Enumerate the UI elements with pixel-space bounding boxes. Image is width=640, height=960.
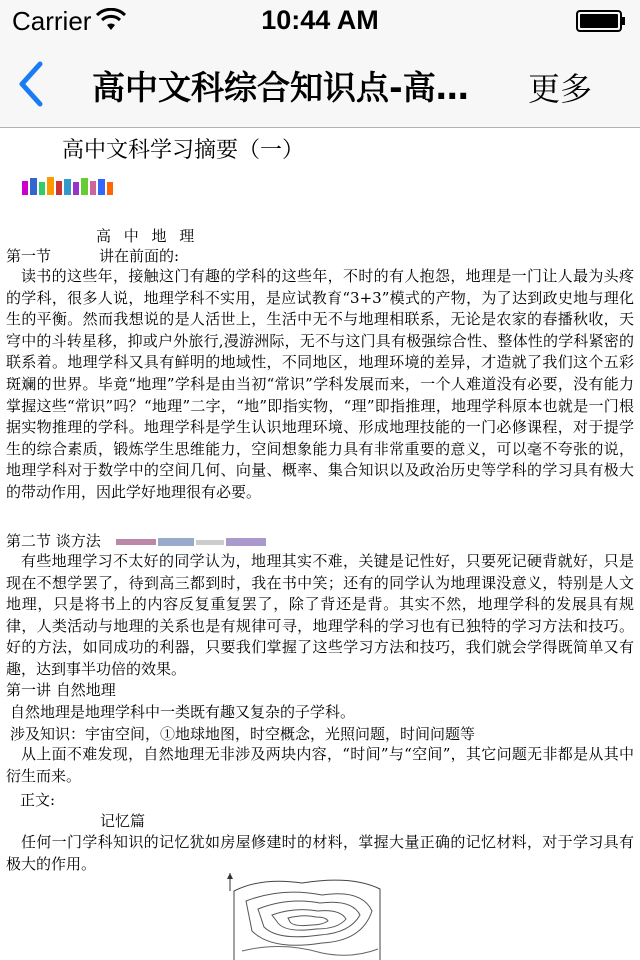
section1-heading-line	[6, 245, 179, 266]
subject-heading: 高 中 地 理	[96, 227, 199, 245]
contour-map-image	[222, 871, 384, 960]
status-bar	[0, 0, 640, 40]
back-chevron-icon[interactable]	[14, 60, 48, 108]
section2-body: 有些地理学习不太好的同学认为，地理其实不难，关键是记性好，只要死记硬背就好，只是现在不想学罢了，待到高三都到时，我在书中笑；还有的同学认为地理课没意义，特别是人文地理，只是将书上的内容反复重复罢了，除了背还是背。其实不然，地理学科的发展具有规律，人类活动与地理的关系也是有规律可寻，地理学科的学习也有已独特的学习方法和技巧。好的方法，如同成功的利器，只要我们掌握了这些学习方法和技巧，我们就会学得既简单又有趣，达到事半功倍的效果。	[6, 552, 634, 678]
more-button[interactable]: 更多	[528, 70, 593, 108]
memory-body: 任何一门学科知识的记忆犹如房屋修建时的材料，掌握大量正确的记忆材料，对于学习具有极大的作用。	[6, 833, 634, 873]
lecture1-line3: 从上面不难发现，自然地理无非涉及两块内容，“时间”与“空间”，其它问题无非都是从其中衍生而来。	[6, 745, 634, 785]
section1-intro: 讲在前面的:	[99, 247, 180, 265]
status-time: 10:44 AM	[261, 5, 379, 35]
section1-body: 读书的这些年，接触这门有趣的学科的这些年，不时的有人抱怨，地理是一门让人最为头疼的学科，很多人说，地理学科不实用，是应试教育“3+3”模式的产物，为了达到政史地与理化生的平衡。然而我想说的是人活世上，生活中无不与地理相联系，无论是农家的春播秋收，天穹中的斗转星移，抑或户外旅行,漫游洲际，无不与这门具有极强综合性、整体性的学科紧密的联系着。地理学科又具有鲜明的地域性，不同地区，地理环境的差异，才造就了我们这个五彩斑斓的世界。毕竟“地理”学科是由当初“常识”学科发展而来，一个人难道没有必要，没有能力掌握这些“常识”吗？“地理”二字，“地”即指实物，“理”即指推理，地理学科原本也就是一门根据实物推理的学科。地理学科是学生认识地理环境、形成地理技能的一门必修课程，对于提学生的综合素质，锻炼学生思维能力，空间想象能力具有非常重要的意义，可以毫不夸张的说，地理学科对于数学中的空间几何、向量、概率、集合知识以及政治历史等学科的学习具有极大的带动作用，因此学好地理很有必要。	[6, 267, 634, 501]
section2-heading-line	[6, 530, 266, 551]
memory-section-title: 记忆篇	[100, 812, 146, 830]
lecture1-line1: 自然地理是地理学科中一类既有趣又复杂的子学科。	[10, 703, 356, 721]
navigation-bar	[0, 40, 640, 128]
carrier-label: Carrier	[12, 6, 92, 36]
battery-icon	[576, 10, 626, 32]
section1-heading: 第一节	[6, 247, 52, 265]
decorative-title-image	[20, 173, 116, 201]
nav-title: 高中文科综合知识点-高…	[92, 68, 469, 107]
article-title: 高中文科学习摘要（一）	[62, 138, 305, 163]
decorative-banner-image	[116, 535, 266, 549]
lecture1-line2: 涉及知识：宇宙空间，①地球地图，时空概念，光照问题，时间问题等	[10, 725, 476, 743]
section2-heading: 第二节 谈方法	[6, 532, 101, 550]
lecture1-heading: 第一讲 自然地理	[6, 681, 116, 699]
main-text-label: 正文:	[20, 791, 56, 809]
article-content[interactable]	[0, 129, 640, 960]
